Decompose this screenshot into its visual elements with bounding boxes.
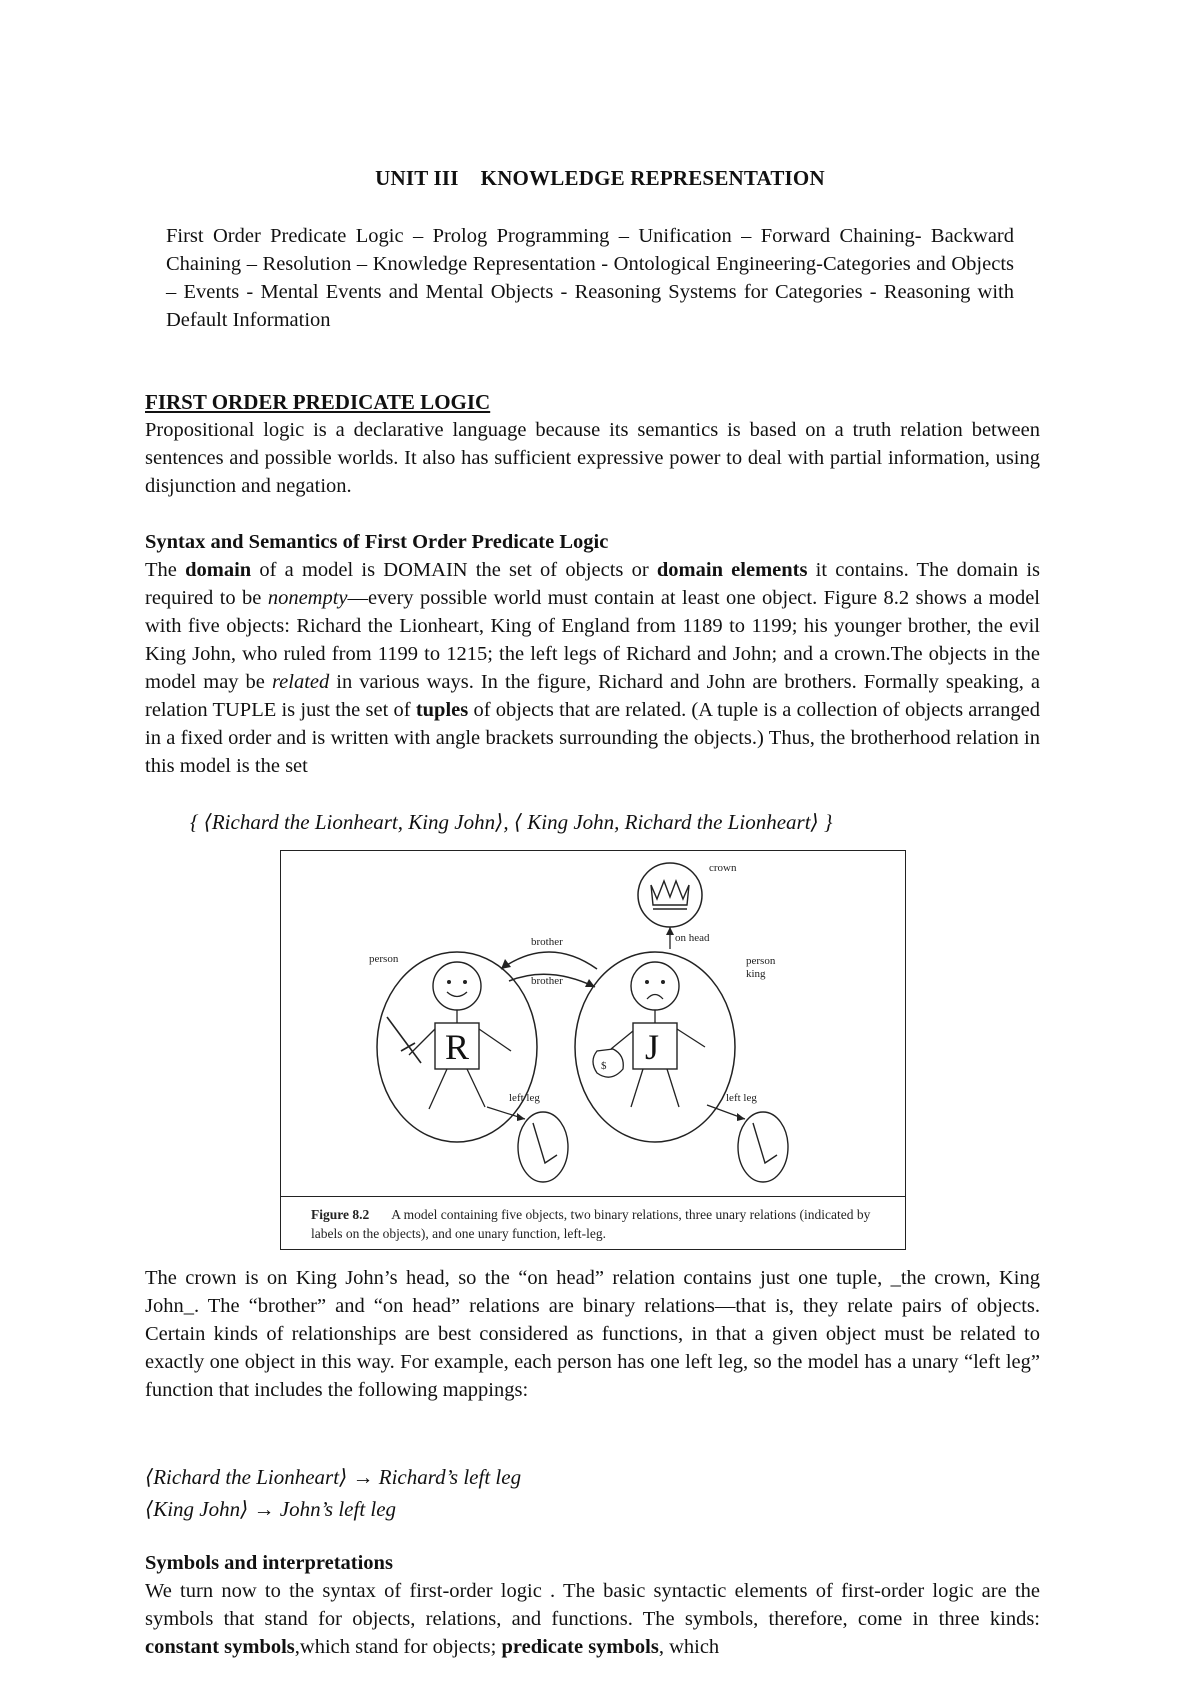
section-syntax-semantics [145,528,1040,780]
money-bag-label: $ [601,1060,607,1072]
figure-number: Figure 8.2 [311,1207,370,1222]
unit-label: UNIT III [375,166,459,190]
section-first-order-logic [145,388,1040,500]
section-symbols [145,1549,1040,1661]
on-head-paragraph: The crown is on King John’s head, so the “on head” relation contains just one tuple, _the crown, King John_. The “brother” and “on head” relations are binary relations—that is, they relate pairs of objects. Certain kinds of relationships are best considered as functions, in that a given object must be related to exactly one object in this way. For example, each person has one left leg, so the model has a unary “left leg” function that includes the following mappings: [145,1267,1040,1401]
king-label: king [746,968,766,980]
mapping-john: ⟨King John⟩ → John’s left leg [145,1497,397,1521]
symbols-heading: Symbols and interpretations [145,1552,393,1574]
person-label-right: person [746,955,776,967]
left-leg-label-right: left leg [726,1092,757,1104]
term-related: related [271,671,330,693]
syllabus-topics: First Order Predicate Logic – Prolog Programming – Unification – Forward Chaining- Backward Chaining – Resolution – Knowledge Representation - Ontological Engineering-Categories and Objects – Events - Mental Events and Mental Objects - Reasoning Systems for Categories - Reasoning with Default Information [166,225,1014,331]
mapping-richard: ⟨Richard the Lionheart⟩ → Richard’s left leg [145,1465,522,1489]
figure-caption-text: A model containing five objects, two binary relations, three unary relations (indicated by labels on the objects), and one unary function, left-leg. [311,1207,871,1241]
term-constant-symbols: constant symbols [145,1636,295,1658]
richard-box-label: R [445,1027,470,1067]
term-domain: domain [185,559,252,581]
brother-label-top: brother [531,936,563,948]
unit-title [0,166,1200,191]
on-head-label: on head [675,932,710,944]
brother-label-bottom: brother [531,975,563,987]
section-heading: FIRST ORDER PREDICATE LOGIC [145,390,491,414]
term-domain-elements: domain elements [656,559,808,581]
figure-8-2 [280,850,906,1250]
brotherhood-tuple-set: { ⟨Richard the Lionheart, King John⟩, ⟨ King John, Richard the Lionheart⟩ } [190,810,833,834]
term-tuples: tuples [415,699,469,721]
term-nonempty: nonempty [267,587,348,609]
figure-caption [281,1196,905,1249]
intro-paragraph: Propositional logic is a declarative language because its semantics is based on a truth relation between sentences and possible worlds. It also has sufficient expressive power to deal with partial information, using disjunction and negation. [145,419,1040,497]
symbols-paragraph: We turn now to the syntax of first-order logic . The basic syntactic elements of first-order logic are the symbols that stand for objects, relations, and functions. The symbols, therefore, come in three kinds: constant symbols,which stand for objects; predicate symbols, which [145,1580,1040,1658]
crown-label: crown [709,862,737,874]
left-leg-label-left: left leg [509,1092,540,1104]
john-left-leg-object [707,1105,788,1182]
model-diagram [281,851,905,1196]
term-predicate-symbols: predicate symbols [501,1636,659,1658]
unit-name: KNOWLEDGE REPRESENTATION [480,166,825,190]
crown-object [638,863,702,927]
john-box-label: J [645,1027,660,1067]
syntax-heading: Syntax and Semantics of First Order Predicate Logic [145,531,609,553]
person-label-left: person [369,953,399,965]
richard-left-leg-object [487,1107,568,1182]
domain-paragraph: The domain of a model is DOMAIN the set of objects or domain elements it contains. The domain is required to be nonempty—every possible world must contain at least one object. Figure 8.2 shows a model with five objects: Richard the Lionheart, King of England from 1189 to 1199; his younger brother, the evil King John, who ruled from 1199 to 1215; the left legs of Richard and John; and a crown.The objects in the model may be related in various ways. In the figure, Richard and John are brothers. Formally speaking, a relation TUPLE is just the set of tuples of objects that are related. (A tuple is a collection of objects arranged in a fixed order and is written with angle brackets surrounding the objects.) Thus, the brotherhood relation in this model is the set [145,559,1041,777]
